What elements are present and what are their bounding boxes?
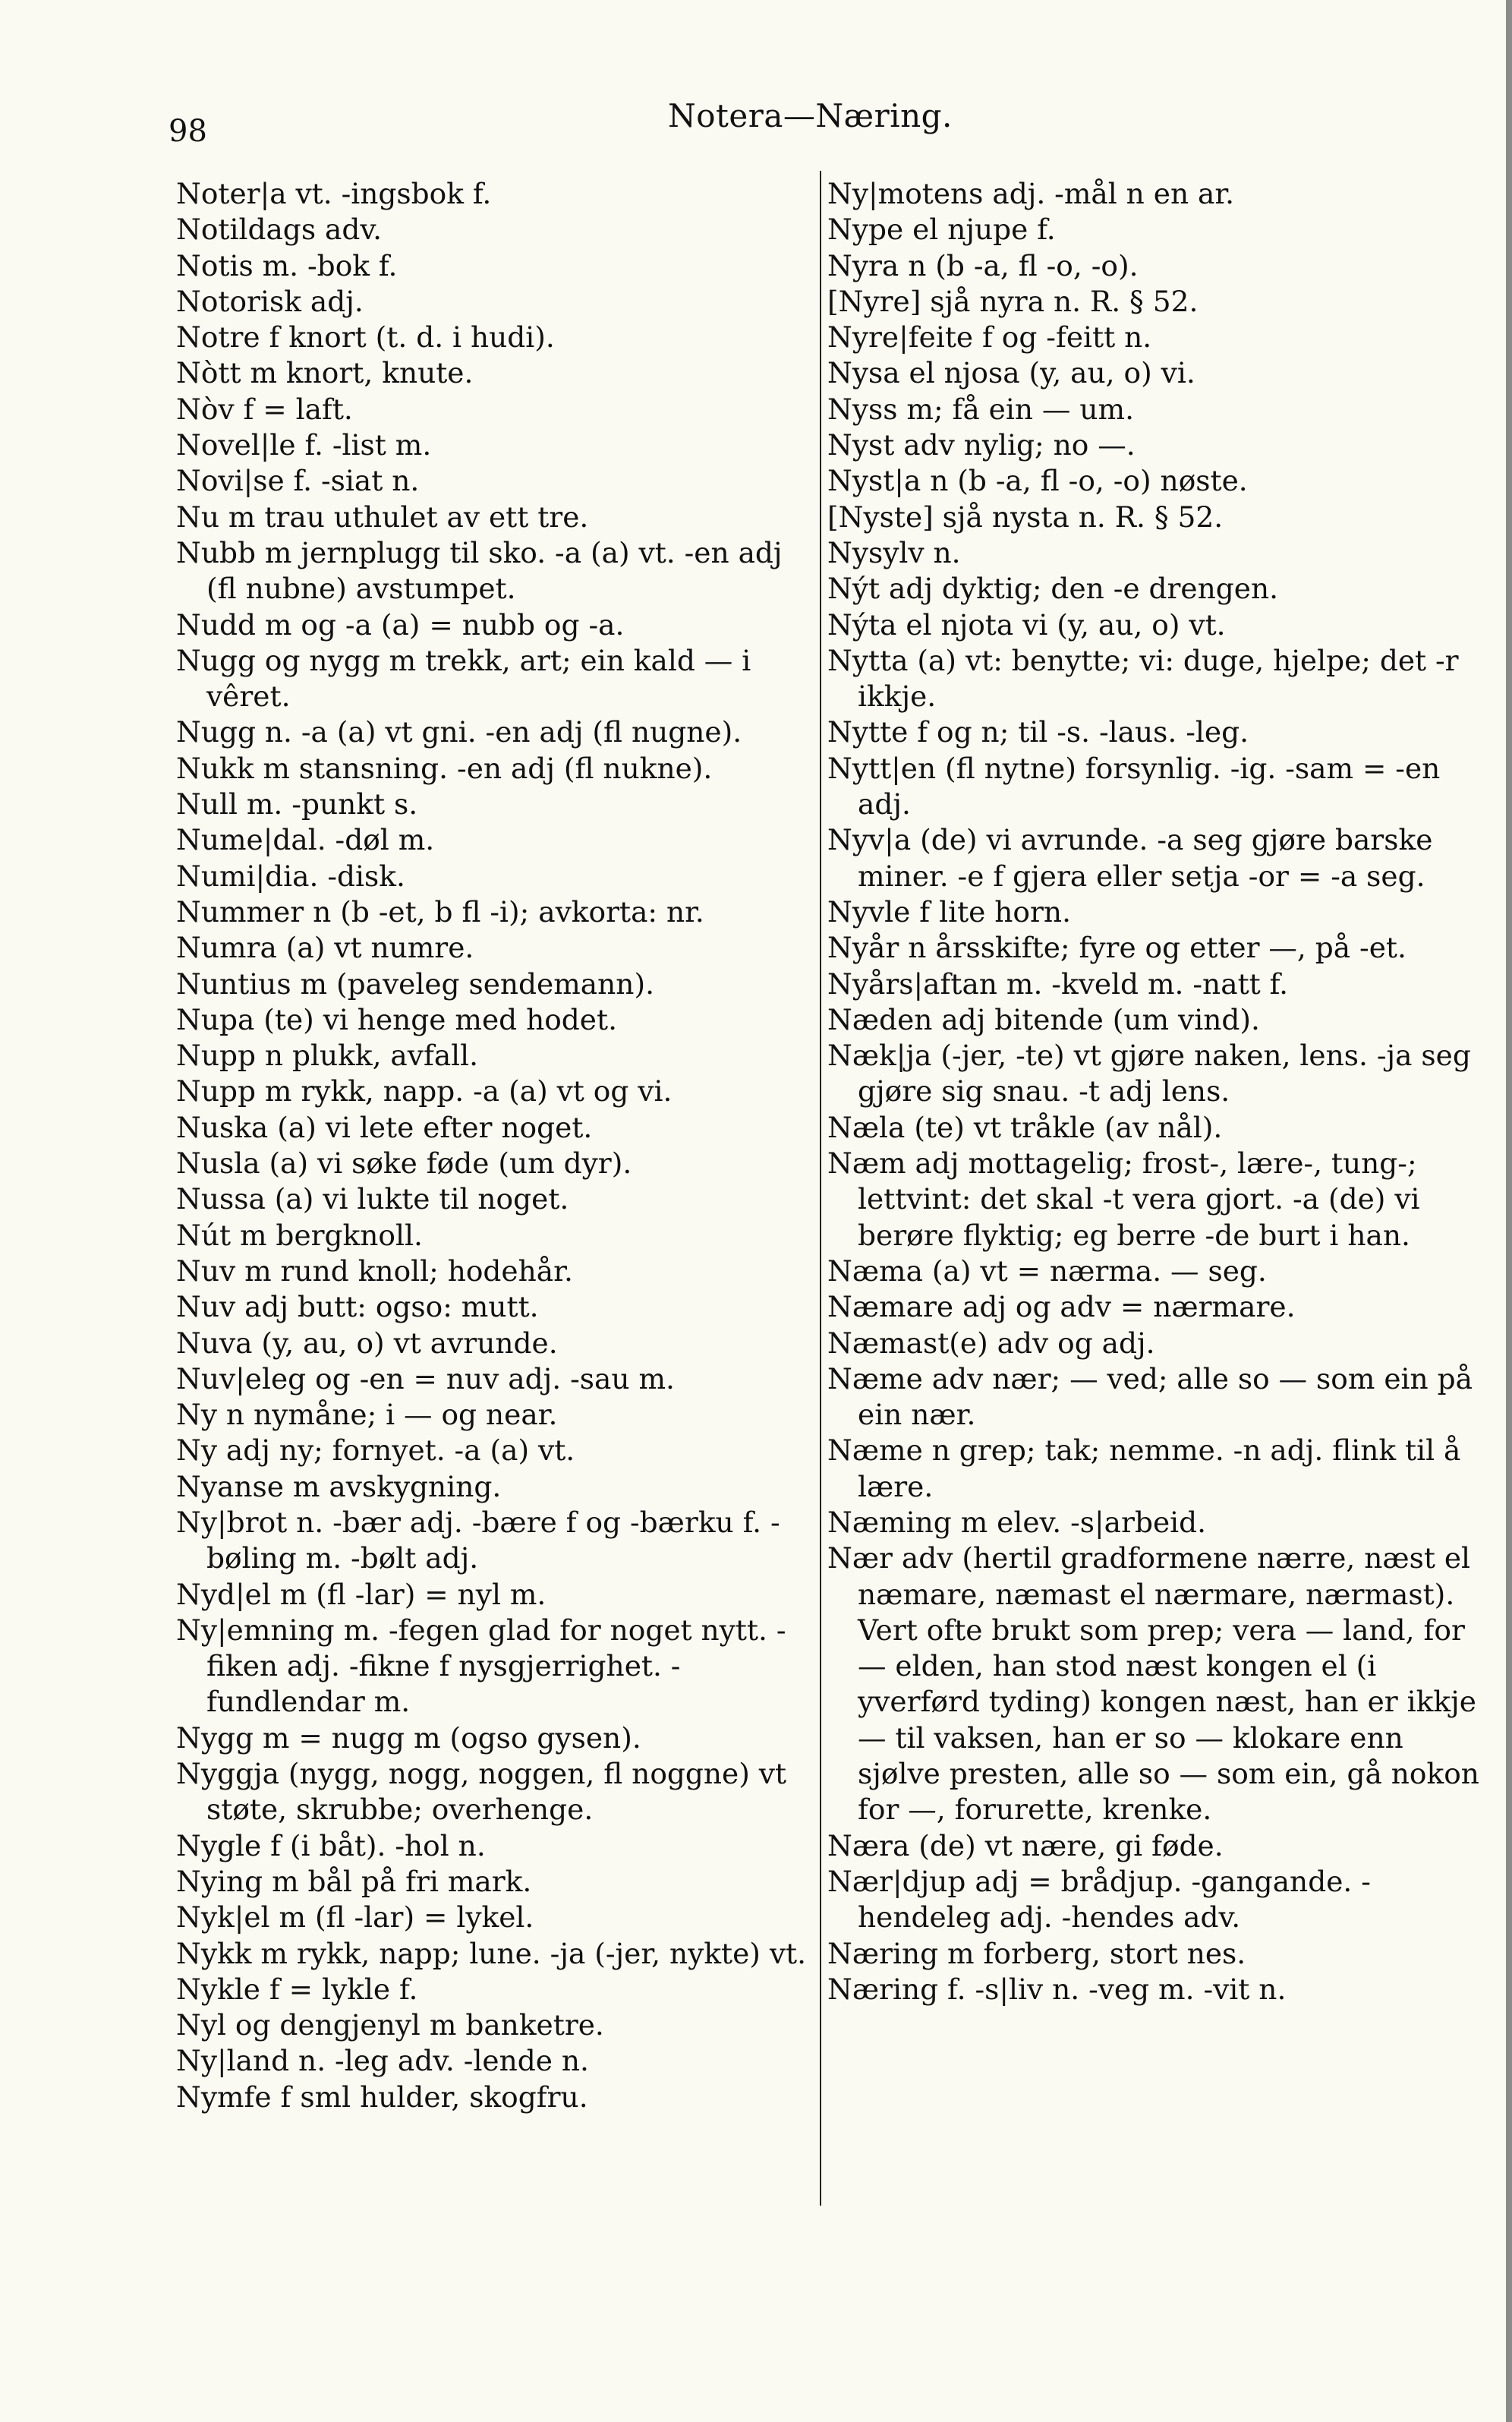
dictionary-entry: [Nyre] sjå nyra n. R. § 52.: [827, 284, 1199, 318]
dictionary-entry: Nyår n årsskifte; fyre og etter —, på -et.: [827, 931, 1406, 965]
dictionary-entry: Nu m trau uthulet av ett tre.: [176, 500, 589, 534]
dictionary-entry: Næming m elev. -s|arbeid.: [827, 1505, 1207, 1539]
dictionary-entry: Nupp m rykk, napp. -a (a) vt og vi.: [176, 1074, 673, 1109]
dictionary-entry: Nykk m rykk, napp; lune. -ja (-jer, nykte) vt.: [176, 1936, 807, 1970]
dictionary-entry: Nygg m = nugg m (ogso gysen).: [176, 1720, 641, 1755]
dictionary-entry: Nygle f (i båt). -hol n.: [176, 1828, 486, 1862]
dictionary-entry: Ny adj ny; fornyet. -a (a) vt.: [176, 1433, 575, 1468]
dictionary-entry: Nyk|el m (fl -lar) = lykel.: [176, 1900, 534, 1935]
dictionary-entry: Nuv m rund knoll; hodehår.: [176, 1254, 573, 1288]
dictionary-entry: Nyst adv nylig; no —.: [827, 428, 1136, 462]
dictionary-entry: Ny n nymåne; i — og near.: [176, 1398, 558, 1432]
right-column: [827, 176, 1480, 2007]
dictionary-entry: Nytt|en (fl nytne) forsynlig. -ig. -sam = -en adj.: [827, 751, 1441, 822]
dictionary-entry: Nyggja (nygg, nogg, noggen, fl noggne) vt støte, skrubbe; overhenge.: [176, 1757, 787, 1827]
dictionary-entry: Nume|dal. -døl m.: [176, 823, 435, 857]
dictionary-entry: Næra (de) vt nære, gi føde.: [827, 1828, 1224, 1862]
dictionary-entry: Nysylv n.: [827, 535, 961, 569]
dictionary-entry: Nyv|a (de) vi avrunde. -a seg gjøre barske miner. -e f gjera eller setja -or = -a seg.: [827, 823, 1433, 893]
page-number: 98: [169, 114, 207, 149]
dictionary-entry: Nytte f og n; til -s. -laus. -leg.: [827, 715, 1249, 749]
dictionary-entry: Numra (a) vt numre.: [176, 931, 474, 965]
dictionary-entry: Nyra n (b -a, fl -o, -o).: [827, 248, 1139, 282]
dictionary-entry: Nòv f = laft.: [176, 392, 353, 426]
dictionary-entry: Nying m bål på fri mark.: [176, 1864, 532, 1898]
dictionary-entry: Nubb m jernplugg til sko. -a (a) vt. -en adj (fl nubne) avstumpet.: [176, 535, 783, 606]
dictionary-entry: Null m. -punkt s.: [176, 787, 418, 822]
dictionary-entry: Novi|se f. -siat n.: [176, 464, 420, 498]
column-divider: [820, 171, 821, 2206]
dictionary-entry: Nugg og nygg m trekk, art; ein kald — i vêret.: [176, 643, 751, 714]
dictionary-entry: Notre f knort (t. d. i hudi).: [176, 320, 555, 355]
dictionary-entry: Nyvle f lite horn.: [827, 894, 1071, 929]
dictionary-entry: Notildags adv.: [176, 213, 382, 247]
dictionary-entry: Nupp n plukk, avfall.: [176, 1039, 479, 1073]
dictionary-entry: Nusla (a) vi søke føde (um dyr).: [176, 1146, 632, 1181]
dictionary-entry: Nút m bergknoll.: [176, 1218, 423, 1252]
dictionary-entry: Nudd m og -a (a) = nubb og -a.: [176, 607, 625, 642]
dictionary-entry: Nòtt m knort, knute.: [176, 356, 474, 390]
running-head: Notera—Næring.: [668, 97, 953, 134]
dictionary-entry: Næden adj bitende (um vind).: [827, 1002, 1260, 1036]
dictionary-entry: Nyst|a n (b -a, fl -o, -o) nøste.: [827, 464, 1248, 498]
dictionary-entry: Næmare adj og adv = nærmare.: [827, 1290, 1296, 1324]
dictionary-entry: Nuntius m (paveleg sendemann).: [176, 967, 655, 1001]
dictionary-entry: Novel|le f. -list m.: [176, 428, 432, 462]
dictionary-entry: Nussa (a) vi lukte til noget.: [176, 1182, 569, 1216]
dictionary-entry: Ny|land n. -leg adv. -lende n.: [176, 2044, 589, 2078]
dictionary-entry: Nuv|eleg og -en = nuv adj. -sau m.: [176, 1361, 675, 1395]
dictionary-entry: Nyre|feite f og -feitt n.: [827, 320, 1152, 355]
dictionary-entry: Nupa (te) vi henge med hodet.: [176, 1002, 617, 1036]
dictionary-entry: Næring f. -s|liv n. -veg m. -vit n.: [827, 1972, 1287, 2006]
dictionary-entry: Næk|ja (-jer, -te) vt gjøre naken, lens. -ja seg gjøre sig snau. -t adj lens.: [827, 1039, 1471, 1109]
dictionary-entry: Nytta (a) vt: benytte; vi: duge, hjelpe; det -r ikkje.: [827, 643, 1459, 714]
dictionary-entry: Ny|emning m. -fegen glad for noget nytt. -fiken adj. -fikne f nysgjerrighet. -fundlendar m.: [176, 1613, 786, 1719]
dictionary-entry: Nyårs|aftan m. -kveld m. -natt f.: [827, 967, 1289, 1001]
page-edge: [1506, 0, 1512, 2422]
dictionary-entry: Nuska (a) vi lete efter noget.: [176, 1110, 593, 1144]
dictionary-entry: Nysa el njosa (y, au, o) vi.: [827, 356, 1195, 390]
dictionary-entry: Næla (te) vt tråkle (av nål).: [827, 1110, 1223, 1144]
dictionary-entry: Nuva (y, au, o) vt avrunde.: [176, 1326, 558, 1360]
dictionary-entry: Nyanse m avskygning.: [176, 1469, 502, 1503]
dictionary-entry: Ny|motens adj. -mål n en ar.: [827, 177, 1235, 210]
dictionary-entry: Noter|a vt. -ingsbok f.: [176, 177, 492, 210]
dictionary-entry: Næmast(e) adv og adj.: [827, 1326, 1155, 1360]
dictionary-entry: Nyl og dengjenyl m banketre.: [176, 2008, 604, 2042]
dictionary-entry: Næring m forberg, stort nes.: [827, 1936, 1246, 1970]
dictionary-entry: [Nyste] sjå nysta n. R. § 52.: [827, 500, 1224, 534]
left-column: [176, 176, 814, 2115]
dictionary-entry: Nær|djup adj = brådjup. -gangande. -hendeleg adj. -hendes adv.: [827, 1864, 1371, 1935]
dictionary-entry: Næme adv nær; — ved; alle so — som ein på ein nær.: [827, 1361, 1473, 1432]
dictionary-entry: Nýta el njota vi (y, au, o) vt.: [827, 607, 1226, 642]
dictionary-entry: Nyss m; få ein — um.: [827, 392, 1134, 426]
dictionary-entry: Nukk m stansning. -en adj (fl nukne).: [176, 751, 713, 785]
dictionary-entry: Nýt adj dyktig; den -e drengen.: [827, 572, 1279, 606]
dictionary-entry: Nype el njupe f.: [827, 213, 1056, 247]
dictionary-entry: Numi|dia. -disk.: [176, 859, 405, 893]
dictionary-entry: Nyd|el m (fl -lar) = nyl m.: [176, 1577, 547, 1611]
dictionary-entry: Nuv adj butt: ogso: mutt.: [176, 1290, 539, 1324]
dictionary-entry: Notis m. -bok f.: [176, 248, 398, 282]
dictionary-entry: Nær adv (hertil gradformene nærre, næst el næmare, næmast el nærmare, nærmast). Vert ofte brukt som prep; vera — land, for — elden, han stod næst kongen el (i yverførd tyding) kongen næst, han er ikkje — til vaksen, han er so — klokare enn sjølve presten, alle so — som ein, gå nokon for —, forurette, krenke.: [827, 1541, 1479, 1827]
dictionary-entry: Næm adj mottagelig; frost-, lære-, tung-; lettvint: det skal -t vera gjort. -a (de) vi berøre flyktig; eg berre -de burt i han.: [827, 1146, 1420, 1252]
dictionary-entry: Nummer n (b -et, b fl -i); avkorta: nr.: [176, 894, 704, 929]
dictionary-entry: Nugg n. -a (a) vt gni. -en adj (fl nugne).: [176, 715, 742, 749]
dictionary-entry: Næme n grep; tak; nemme. -n adj. flink til å lære.: [827, 1433, 1461, 1503]
dictionary-entry: Nymfe f sml hulder, skogfru.: [176, 2080, 588, 2114]
dictionary-entry: Næma (a) vt = nærma. — seg.: [827, 1254, 1267, 1288]
dictionary-entry: Ny|brot n. -bær adj. -bære f og -bærku f. -bøling m. -bølt adj.: [176, 1505, 780, 1575]
dictionary-entry: Notorisk adj.: [176, 284, 364, 318]
dictionary-entry: Nykle f = lykle f.: [176, 1972, 418, 2006]
